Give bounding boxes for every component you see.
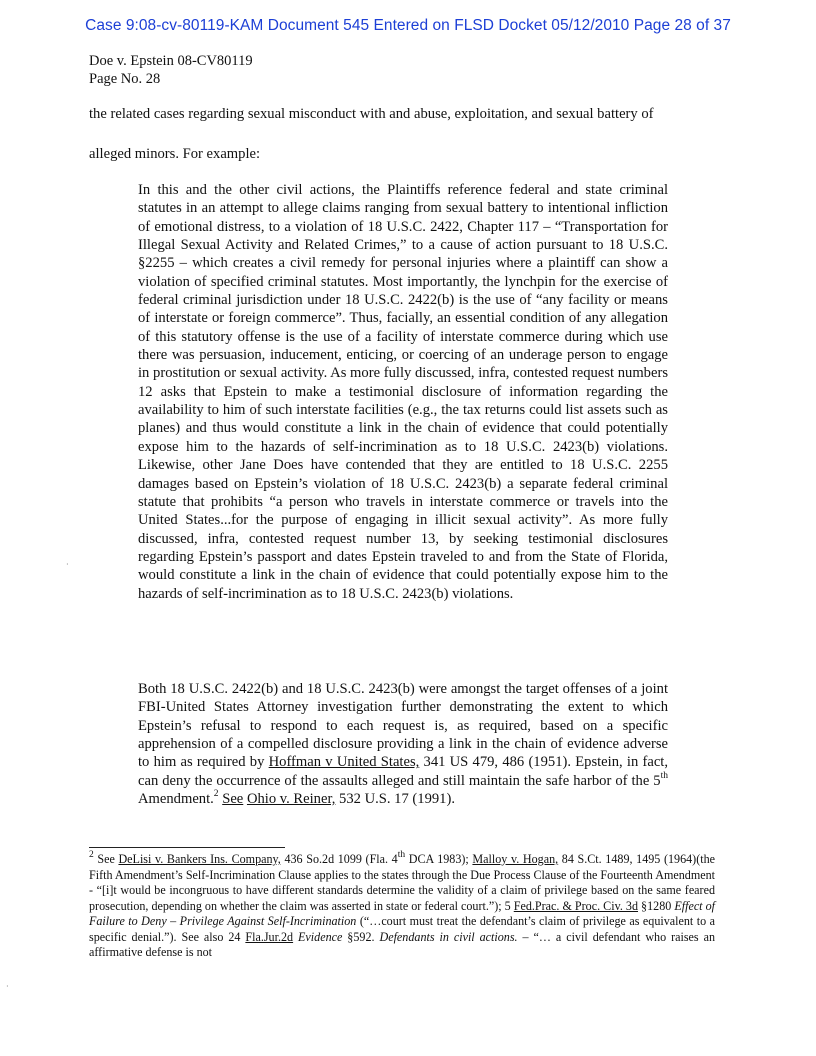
footnote-text — [89, 849, 716, 961]
ordinal-superscript: th — [660, 770, 668, 781]
ecf-filing-header: Case 9:08-cv-80119-KAM Document 545 Entered on FLSD Docket 05/12/2010 Page 28 of 37 — [85, 17, 731, 34]
footnote-2 — [89, 849, 716, 961]
scan-speck: · — [66, 560, 69, 569]
para2-text-b: 341 US 479, 486 (1951). Epstein, in fact, can deny the occurrence of the assaults alleged and still maintain the safe harbor of the 5 — [138, 754, 669, 789]
para2-text-a: Both 18 U.S.C. 2422(b) and 18 U.S.C. 2423(b) were amongst the target offenses of a joint FBI-United States Attorney investigation further demonstrating the extent to which Epstein’s refusal to respond to each request is, as required, based on a specific apprehension of a compelled disclosure providing a link in the chain of evidence adverse to him as required by — [138, 681, 668, 771]
ordinal-superscript: th — [397, 849, 406, 860]
citation-delisi: DeLisi v. Bankers Ins. Company, — [118, 852, 281, 866]
intro-line-1: the related cases regarding sexual misconduct with and abuse, exploitation, and sexual battery of — [89, 106, 654, 122]
fn-text: See — [93, 852, 119, 866]
fn-text: §592. — [342, 929, 380, 944]
treatise-section-title: Effect of Failure to Deny – Privilege Against Self-Incrimination — [89, 898, 715, 928]
citation-reiner: Ohio v. Reiner, — [246, 791, 336, 808]
citation-fed-prac: Fed.Prac. & Proc. Civ. 3d — [513, 898, 639, 913]
fn-text: 436 So.2d 1099 (Fla. 4 — [280, 852, 398, 866]
citation-hoffman: Hoffman v United States, — [268, 754, 420, 771]
fn-text: 84 S.Ct. 1489, 1495 (1964)(the Fifth Amendment’s Self-Incrimination Clause applies to the states through the Due Process Clause of the Fourteenth Amendment - “[i]t would be incongruous to have different standards determine the validity of a claim of privilege based on the same feared prosecution, depending on whether the claim was asserted in state or federal court.”); 5 — [89, 852, 715, 913]
para2-text-d: 532 U.S. 17 (1991). — [335, 791, 455, 808]
block-quote — [138, 181, 668, 603]
footnote-reference: 2 — [213, 789, 219, 800]
footnote-separator — [89, 847, 285, 848]
fn-text: (“…court must treat the defendant’s claim of privilege as equivalent to a specific denial.”). See also 24 — [89, 914, 716, 944]
block-quote-paragraph-2 — [138, 680, 668, 808]
defendants-heading: Defendants in civil actions. — [379, 929, 518, 944]
evidence-title: Evidence — [298, 929, 343, 944]
footnote-number: 2 — [89, 849, 94, 860]
fn-text: – “… a civil defendant who raises an affirmative defense is not — [89, 929, 715, 959]
intro-line-2: alleged minors. For example: — [89, 146, 261, 162]
fn-text: §1280 — [638, 898, 675, 913]
fn-text: DCA 1983); — [405, 852, 473, 866]
block-quote-paragraph-1: In this and the other civil actions, the Plaintiffs reference federal and state criminal statutes in an attempt to allege claims ranging from sexual battery to intentional infliction of emotional distress, to a violation of 18 U.S.C. 2422, Chapter 117 – “Transportation for Illegal Sexual Activity and Related Crimes,” to a cause of action pursuant to 18 U.S.C. §2255 – which creates a civil remedy for personal injuries where a plaintiff can show a violation of specified criminal statutes. Most importantly, the lynchpin for the exercise of federal criminal jurisdiction under 18 U.S.C. 2422(b) is the use of “any facility or means of interstate or foreign commerce”. Thus, facially, an essential condition of any allegation of this statutory offense is the use of a facility of interstate commerce during which use there was persuasion, inducement, enticing, or coercing of an underage person to engage in prostitution or sexual activity. As more fully discussed, infra, contested request numbers 12 asks that Epstein to make a testimonial disclosure of information regarding the availability to him of such interstate facilities (e.g., the tax returns could list assets such as planes) and thus would constitute a link in the chain of evidence that could potentially expose him to the hazards of self-incrimination as to 18 U.S.C. 2423(b) violations. Likewise, other Jane Does have contended that they are entitled to 18 U.S.C. 2255 damages based on Epstein’s violation of 18 U.S.C. 2423(b) a separate federal criminal statute that prohibits “a person who travels in interstate commerce or travels into the United States...for the purpose of engaging in illicit sexual activity”. As more fully discussed, infra, contested request number 13, by seeking testimonial disclosures regarding Epstein’s passport and dates Epstein traveled to and from the State of Florida, would constitute a link in the chain of evidence that could potentially expose him to the hazards of self-incrimination as to 18 U.S.C. 2423(b) violations. — [138, 182, 668, 602]
para2-text-c: Amendment. — [138, 791, 214, 808]
case-caption-line: Doe v. Epstein 08-CV80119 — [89, 53, 253, 69]
case-caption — [89, 52, 253, 88]
scan-speck: · — [6, 982, 9, 991]
page-number-line: Page No. 28 — [89, 71, 161, 87]
block-quote-2 — [138, 680, 668, 808]
citation-fla-jur: Fla.Jur.2d — [245, 929, 294, 944]
signal-see: See — [222, 791, 244, 808]
citation-malloy: Malloy v. Hogan, — [472, 852, 559, 866]
